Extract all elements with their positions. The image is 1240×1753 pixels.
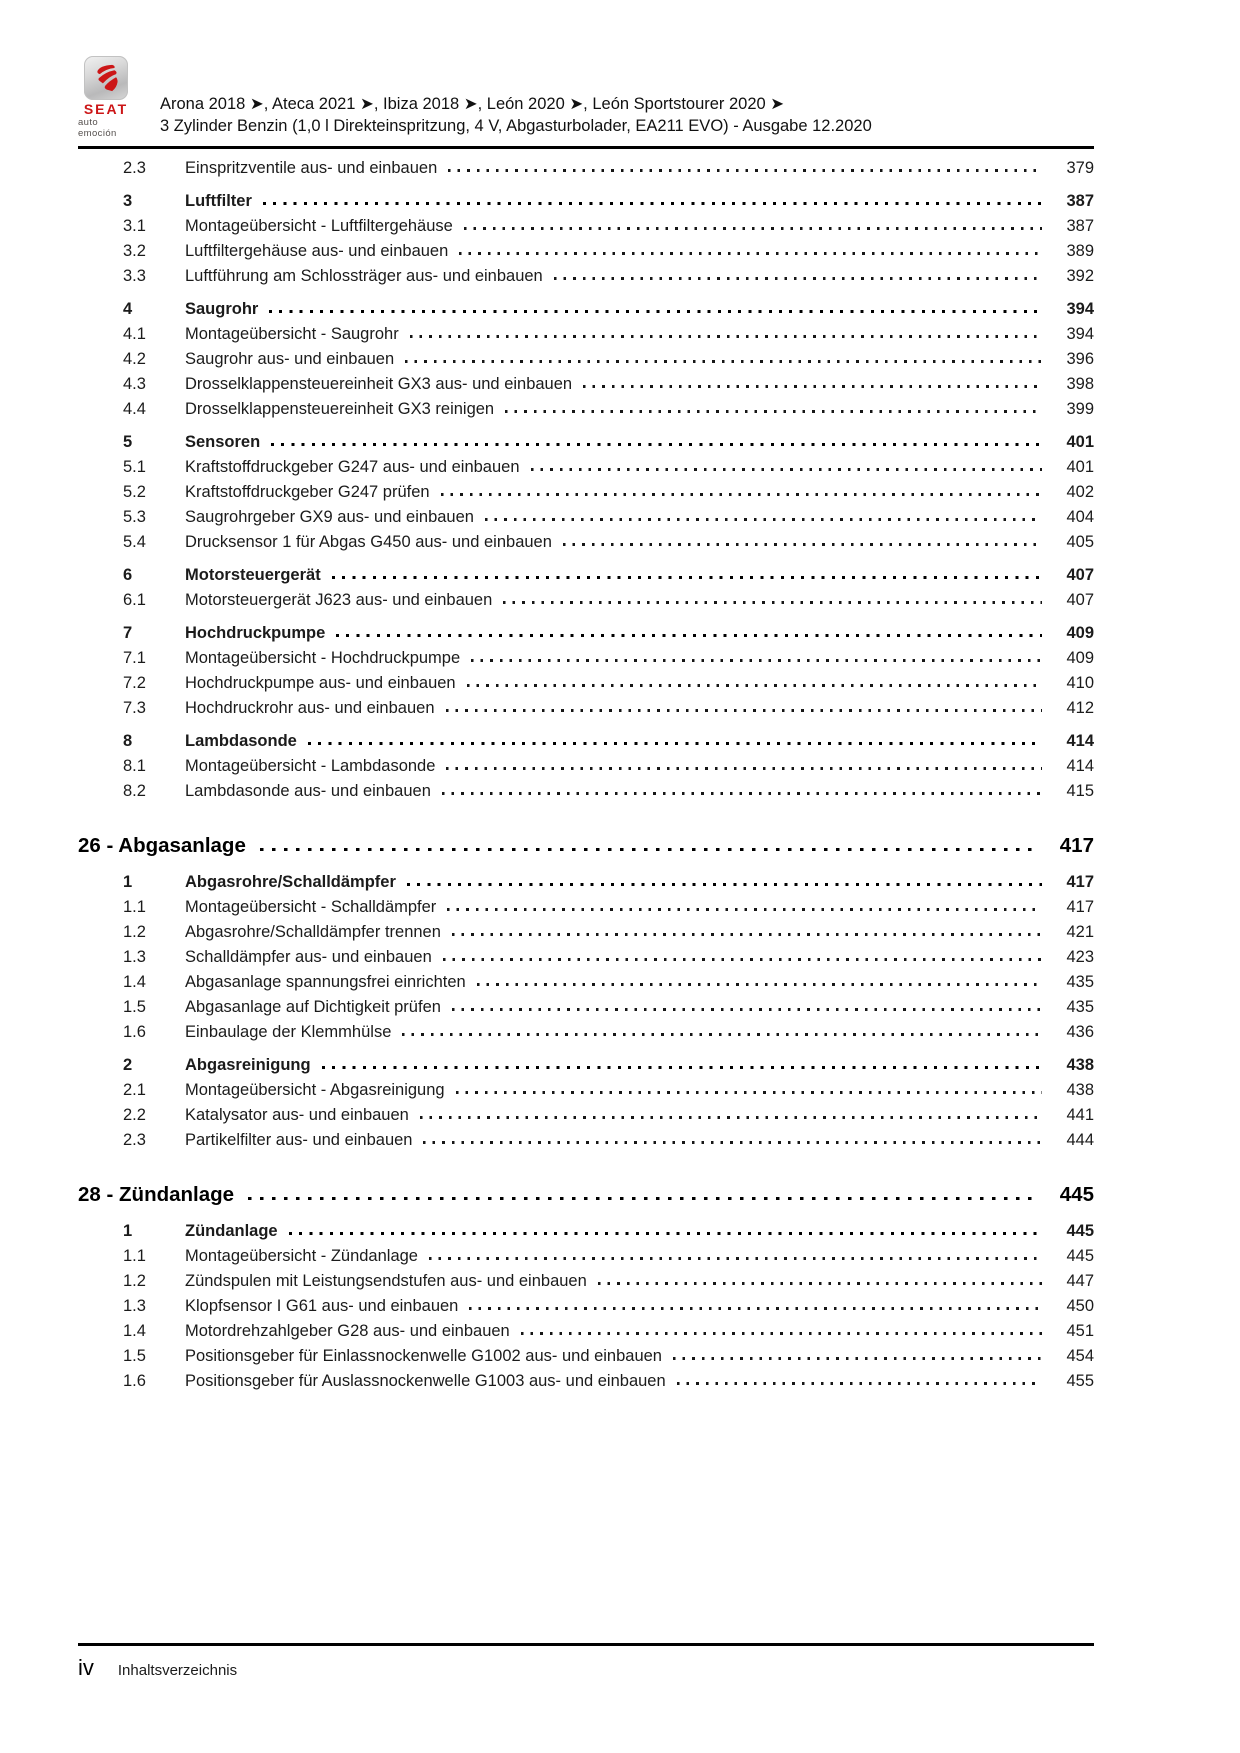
entry-page: 399 <box>1066 400 1094 418</box>
entry-page: 409 <box>1066 649 1094 667</box>
entry-number: 2 <box>123 1056 133 1074</box>
entry-page: 387 <box>1066 217 1094 235</box>
toc-entry <box>78 372 1094 397</box>
entry-title: Klopfsensor I G61 aus- und einbauen <box>185 1297 459 1315</box>
entry-title: Lambdasonde <box>185 732 297 750</box>
dot-leader <box>662 1344 1046 1369</box>
entry-title: Saugrohrgeber GX9 aus- und einbauen <box>185 508 474 526</box>
entry-number: 6.1 <box>123 591 146 609</box>
toc-entry <box>78 920 1094 945</box>
entry-page: 445 <box>1066 1222 1094 1240</box>
dot-leader <box>460 646 1046 671</box>
entry-number: 1.4 <box>123 973 146 991</box>
entry-title: Montageübersicht - Abgasreinigung <box>185 1081 445 1099</box>
entry-title: Positionsgeber für Einlassnockenwelle G1002 aus- und einbauen <box>185 1347 662 1365</box>
dot-leader <box>474 505 1046 530</box>
header-text <box>160 94 1094 139</box>
dot-leader <box>494 397 1046 422</box>
entry-number: 8.1 <box>123 757 146 775</box>
dot-leader <box>258 297 1046 322</box>
toc-entry <box>78 214 1094 239</box>
toc-entry <box>78 945 1094 970</box>
entry-title: Partikelfilter aus- und einbauen <box>185 1131 413 1149</box>
seat-logo-icon <box>84 56 128 100</box>
entry-number: 1.3 <box>123 948 146 966</box>
entry-title: Hochdruckrohr aus- und einbauen <box>185 699 435 717</box>
entry-title: Kraftstoffdruckgeber G247 aus- und einbauen <box>185 458 520 476</box>
entry-title: Montageübersicht - Luftfiltergehäuse <box>185 217 453 235</box>
chapter-page: 445 <box>1059 1183 1094 1206</box>
entry-title: Katalysator aus- und einbauen <box>185 1106 409 1124</box>
page-footer <box>78 1643 1094 1681</box>
dot-leader <box>458 1294 1046 1319</box>
dot-leader <box>437 156 1046 181</box>
entry-number: 3 <box>123 192 133 210</box>
toc-entry <box>78 646 1094 671</box>
entry-page: 398 <box>1066 375 1094 393</box>
footer-page-number: iv <box>78 1655 94 1680</box>
dot-leader <box>436 895 1046 920</box>
toc-entry <box>78 895 1094 920</box>
entry-page: 438 <box>1066 1056 1094 1074</box>
dot-leader <box>431 779 1046 804</box>
toc-entry <box>78 563 1094 588</box>
dot-leader <box>297 729 1046 754</box>
entry-title: Zündanlage <box>185 1222 278 1240</box>
dot-leader <box>587 1269 1046 1294</box>
entry-number: 1.6 <box>123 1023 146 1041</box>
entry-number: 2.1 <box>123 1081 146 1099</box>
entry-page: 436 <box>1066 1023 1094 1041</box>
entry-number: 8.2 <box>123 782 146 800</box>
chapter-heading <box>78 830 1094 862</box>
toc-entry <box>78 671 1094 696</box>
entry-number: 1.2 <box>123 1272 146 1290</box>
toc-entry <box>78 779 1094 804</box>
entry-title: Abgasreinigung <box>185 1056 311 1074</box>
entry-page: 414 <box>1066 732 1094 750</box>
entry-title: Lambdasonde aus- und einbauen <box>185 782 431 800</box>
entry-title: Montageübersicht - Lambdasonde <box>185 757 436 775</box>
toc-entry <box>78 1053 1094 1078</box>
page-header <box>78 56 1094 149</box>
toc-entry <box>78 1369 1094 1394</box>
toc-entry <box>78 1319 1094 1344</box>
dot-leader <box>552 530 1046 555</box>
entry-title: Abgasrohre/Schalldämpfer <box>185 873 396 891</box>
entry-page: 401 <box>1066 433 1094 451</box>
dot-leader <box>435 696 1047 721</box>
toc-entry <box>78 1344 1094 1369</box>
dot-leader <box>492 588 1046 613</box>
entry-title: Kraftstoffdruckgeber G247 prüfen <box>185 483 430 501</box>
entry-title: Schalldämpfer aus- und einbauen <box>185 948 432 966</box>
entry-page: 394 <box>1066 300 1094 318</box>
dot-leader <box>572 372 1046 397</box>
toc-entry <box>78 995 1094 1020</box>
entry-number: 3.3 <box>123 267 146 285</box>
entry-page: 392 <box>1066 267 1094 285</box>
dot-leader <box>399 322 1046 347</box>
entry-page: 402 <box>1066 483 1094 501</box>
dot-leader <box>430 480 1046 505</box>
toc-entry <box>78 1103 1094 1128</box>
toc-entry <box>78 870 1094 895</box>
entry-page: 407 <box>1066 566 1094 584</box>
dot-leader <box>234 1179 1042 1211</box>
toc-entry <box>78 264 1094 289</box>
entry-title: Saugrohr aus- und einbauen <box>185 350 395 368</box>
entry-number: 7.2 <box>123 674 146 692</box>
entry-page: 379 <box>1066 159 1094 177</box>
entry-number: 4 <box>123 300 133 318</box>
entry-number: 1 <box>123 1222 133 1240</box>
entry-page: 454 <box>1066 1347 1094 1365</box>
dot-leader <box>325 621 1046 646</box>
entry-page: 396 <box>1066 350 1094 368</box>
entry-number: 4.4 <box>123 400 146 418</box>
toc-entry <box>78 754 1094 779</box>
header-models-line: Arona 2018 ➤, Ateca 2021 ➤, Ibiza 2018 ➤, León 2020 ➤, León Sportstourer 2020 ➤ <box>160 95 785 113</box>
toc <box>78 156 1094 1394</box>
brand-name: SEAT <box>83 101 129 117</box>
entry-title: Einspritzventile aus- und einbauen <box>185 159 438 177</box>
dot-leader <box>441 995 1046 1020</box>
toc-entry <box>78 1219 1094 1244</box>
entry-page: 404 <box>1066 508 1094 526</box>
entry-number: 7.1 <box>123 649 146 667</box>
entry-number: 5.2 <box>123 483 146 501</box>
entry-page: 405 <box>1066 533 1094 551</box>
dot-leader <box>445 1078 1046 1103</box>
dot-leader <box>246 830 1042 862</box>
toc-entry <box>78 322 1094 347</box>
dot-leader <box>448 239 1046 264</box>
entry-page: 435 <box>1066 998 1094 1016</box>
entry-number: 1.1 <box>123 898 146 916</box>
dot-leader <box>666 1369 1046 1394</box>
entry-page: 389 <box>1066 242 1094 260</box>
entry-page: 450 <box>1066 1297 1094 1315</box>
entry-number: 4.2 <box>123 350 146 368</box>
chapter-heading <box>78 1179 1094 1211</box>
entry-page: 409 <box>1066 624 1094 642</box>
dot-leader <box>520 455 1046 480</box>
toc-entry <box>78 347 1094 372</box>
entry-number: 1.3 <box>123 1297 146 1315</box>
entry-title: Luftführung am Schlossträger aus- und einbauen <box>185 267 543 285</box>
entry-page: 387 <box>1066 192 1094 210</box>
entry-title: Einbaulage der Klemmhülse <box>185 1023 392 1041</box>
entry-title: Abgasrohre/Schalldämpfer trennen <box>185 923 441 941</box>
entry-page: 407 <box>1066 591 1094 609</box>
toc-entry <box>78 297 1094 322</box>
entry-number: 7 <box>123 624 133 642</box>
entry-number: 5.3 <box>123 508 146 526</box>
header-engine-line: 3 Zylinder Benzin (1,0 l Direkteinspritzung, 4 V, Abgasturbolader, EA211 EVO) - Ausgabe 12.2020 <box>160 116 872 135</box>
entry-page: 417 <box>1066 873 1094 891</box>
entry-number: 7.3 <box>123 699 146 717</box>
toc-entry <box>78 1269 1094 1294</box>
toc-entry <box>78 1078 1094 1103</box>
entry-title: Zündspulen mit Leistungsendstufen aus- und einbauen <box>185 1272 587 1290</box>
entry-title: Positionsgeber für Auslassnockenwelle G1003 aus- und einbauen <box>185 1372 666 1390</box>
entry-title: Hochdruckpumpe <box>185 624 326 642</box>
entry-title: Montageübersicht - Hochdruckpumpe <box>185 649 461 667</box>
chapter-label: 26 - Abgasanlage <box>78 834 246 857</box>
entry-page: 455 <box>1066 1372 1094 1390</box>
entry-title: Sensoren <box>185 433 261 451</box>
entry-title: Motordrehzahlgeber G28 aus- und einbauen <box>185 1322 510 1340</box>
dot-leader <box>394 347 1046 372</box>
entry-title: Drosselklappensteuereinheit GX3 reinigen <box>185 400 495 418</box>
dot-leader <box>252 189 1046 214</box>
entry-page: 414 <box>1066 757 1094 775</box>
footer-label: Inhaltsverzeichnis <box>117 1662 238 1679</box>
entry-page: 394 <box>1066 325 1094 343</box>
dot-leader <box>311 1053 1046 1078</box>
entry-number: 2.3 <box>123 1131 146 1149</box>
entry-number: 5 <box>123 433 133 451</box>
entry-number: 4.1 <box>123 325 146 343</box>
entry-page: 401 <box>1066 458 1094 476</box>
dot-leader <box>278 1219 1046 1244</box>
entry-title: Montageübersicht - Saugrohr <box>185 325 399 343</box>
toc-entry <box>78 430 1094 455</box>
entry-page: 417 <box>1066 898 1094 916</box>
entry-number: 5.1 <box>123 458 146 476</box>
entry-number: 4.3 <box>123 375 146 393</box>
toc-entry <box>78 588 1094 613</box>
entry-page: 451 <box>1066 1322 1094 1340</box>
entry-page: 410 <box>1066 674 1094 692</box>
entry-title: Motorsteuergerät <box>185 566 321 584</box>
dot-leader <box>418 1244 1046 1269</box>
dot-leader <box>435 754 1046 779</box>
entry-number: 8 <box>123 732 133 750</box>
dot-leader <box>412 1128 1046 1153</box>
toc-entry <box>78 455 1094 480</box>
dot-leader <box>441 920 1046 945</box>
toc-entry <box>78 696 1094 721</box>
dot-leader <box>432 945 1046 970</box>
dot-leader <box>260 430 1046 455</box>
entry-title: Hochdruckpumpe aus- und einbauen <box>185 674 456 692</box>
toc-entry <box>78 530 1094 555</box>
entry-title: Abgasanlage spannungsfrei einrichten <box>185 973 466 991</box>
entry-number: 2.2 <box>123 1106 146 1124</box>
entry-number: 2.3 <box>123 159 146 177</box>
entry-title: Drucksensor 1 für Abgas G450 aus- und einbauen <box>185 533 552 551</box>
entry-number: 6 <box>123 566 133 584</box>
chapter-page: 417 <box>1059 834 1094 857</box>
entry-number: 1.1 <box>123 1247 146 1265</box>
entry-number: 3.2 <box>123 242 146 260</box>
entry-page: 444 <box>1066 1131 1094 1149</box>
toc-entry <box>78 156 1094 181</box>
toc-entry <box>78 189 1094 214</box>
entry-page: 423 <box>1066 948 1094 966</box>
entry-page: 435 <box>1066 973 1094 991</box>
toc-entry <box>78 729 1094 754</box>
entry-number: 1.5 <box>123 1347 146 1365</box>
entry-title: Drosselklappensteuereinheit GX3 aus- und einbauen <box>185 375 573 393</box>
entry-title: Luftfilter <box>185 192 252 210</box>
dot-leader <box>453 214 1046 239</box>
entry-number: 5.4 <box>123 533 146 551</box>
entry-title: Saugrohr <box>185 300 259 318</box>
entry-page: 441 <box>1066 1106 1094 1124</box>
dot-leader <box>543 264 1046 289</box>
chapter-label: 28 - Zündanlage <box>78 1183 235 1206</box>
dot-leader <box>409 1103 1046 1128</box>
toc-entry <box>78 1020 1094 1045</box>
entry-page: 415 <box>1066 782 1094 800</box>
dot-leader <box>321 563 1046 588</box>
toc-entry <box>78 1294 1094 1319</box>
entry-page: 421 <box>1066 923 1094 941</box>
entry-number: 1.4 <box>123 1322 146 1340</box>
toc-entry <box>78 397 1094 422</box>
entry-title: Montageübersicht - Zündanlage <box>185 1247 418 1265</box>
entry-title: Luftfiltergehäuse aus- und einbauen <box>185 242 449 260</box>
dot-leader <box>396 870 1046 895</box>
dot-leader <box>510 1319 1046 1344</box>
entry-page: 447 <box>1066 1272 1094 1290</box>
toc-entry <box>78 621 1094 646</box>
entry-title: Abgasanlage auf Dichtigkeit prüfen <box>185 998 441 1016</box>
toc-entry <box>78 1244 1094 1269</box>
toc-entry <box>78 505 1094 530</box>
entry-title: Motorsteuergerät J623 aus- und einbauen <box>185 591 493 609</box>
dot-leader <box>456 671 1046 696</box>
entry-number: 1 <box>123 873 133 891</box>
toc-entry <box>78 480 1094 505</box>
entry-page: 445 <box>1066 1247 1094 1265</box>
entry-number: 1.6 <box>123 1372 146 1390</box>
entry-number: 3.1 <box>123 217 146 235</box>
entry-page: 438 <box>1066 1081 1094 1099</box>
toc-entry <box>78 1128 1094 1153</box>
entry-title: Montageübersicht - Schalldämpfer <box>185 898 437 916</box>
brand-tagline: auto emoción <box>78 117 117 139</box>
entry-number: 1.2 <box>123 923 146 941</box>
dot-leader <box>466 970 1046 995</box>
entry-page: 412 <box>1066 699 1094 717</box>
toc-entry <box>78 239 1094 264</box>
dot-leader <box>391 1020 1046 1045</box>
entry-number: 1.5 <box>123 998 146 1016</box>
toc-entry <box>78 970 1094 995</box>
seat-logo <box>78 56 134 139</box>
